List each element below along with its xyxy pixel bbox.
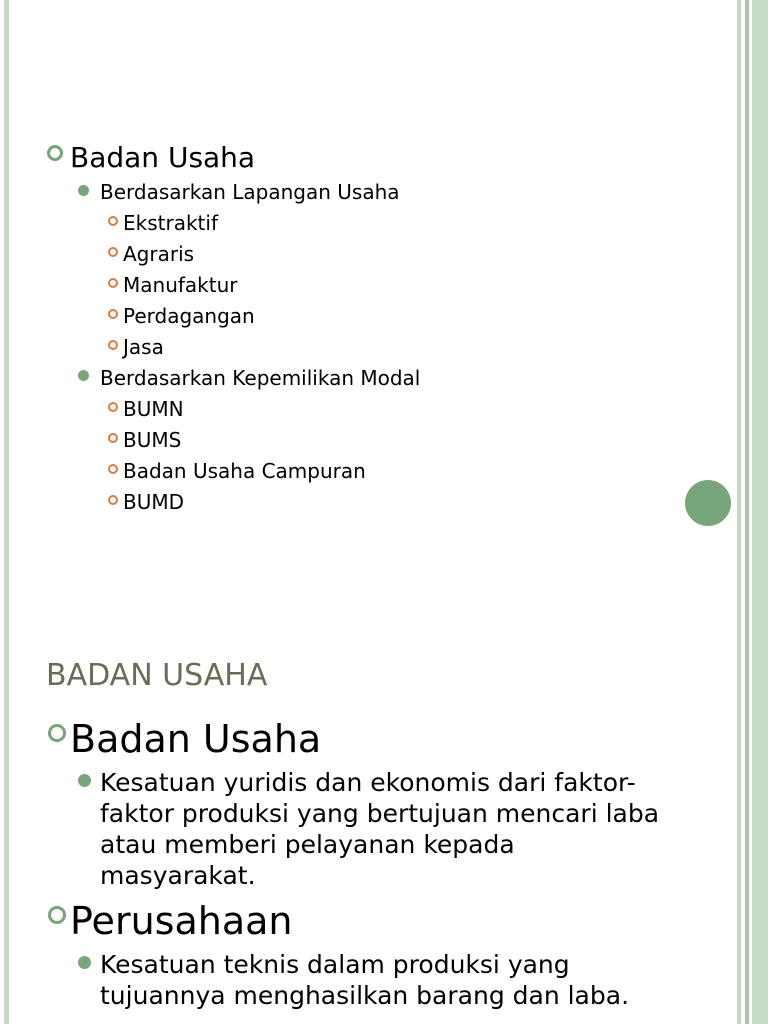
ring-bullet-icon: [48, 724, 66, 742]
ring-bullet-icon: [47, 145, 63, 161]
dot-bullet-icon: [78, 185, 89, 196]
list-item: Perdagangan: [123, 304, 255, 328]
section-text: Kesatuan teknis dalam produksi yang tujuannya menghasilkan barang dan laba.: [100, 950, 630, 1010]
list-item: BUMD: [123, 490, 185, 514]
ring-bullet-icon: [108, 340, 118, 350]
ring-bullet-icon: [108, 309, 118, 319]
ring-bullet-icon: [108, 495, 118, 505]
group-label: Berdasarkan Kepemilikan Modal: [100, 366, 421, 390]
ring-bullet-icon: [108, 464, 118, 474]
list-item: BUMS: [123, 428, 182, 452]
section-heading: Perusahaan: [70, 899, 293, 943]
right-border-stripe: [752, 0, 768, 1024]
right-border-stripe: [737, 0, 741, 1024]
list-item: Agraris: [123, 242, 195, 266]
list-item: Jasa: [123, 335, 164, 359]
ring-bullet-icon: [108, 402, 118, 412]
list-item: Badan Usaha Campuran: [123, 459, 366, 483]
left-border-bar: [4, 0, 9, 1024]
decorative-circle: [685, 480, 731, 526]
ring-bullet-icon: [108, 216, 118, 226]
dot-bullet-icon: [78, 956, 91, 969]
list-item: Manufaktur: [123, 273, 238, 297]
list-item: Ekstraktif: [123, 211, 218, 235]
ring-bullet-icon: [48, 906, 66, 924]
right-border-stripe: [745, 0, 749, 1024]
slide1-heading: Badan Usaha: [70, 141, 256, 174]
section-heading: Badan Usaha: [70, 717, 322, 761]
dot-bullet-icon: [78, 370, 89, 381]
list-item: BUMN: [123, 397, 184, 421]
slide2-title: BADAN USAHA: [46, 658, 268, 693]
ring-bullet-icon: [108, 278, 118, 288]
ring-bullet-icon: [108, 247, 118, 257]
ring-bullet-icon: [108, 433, 118, 443]
section-text: Kesatuan yuridis dan ekonomis dari faktor-faktor produksi yang bertujuan mencari laba atau memberi pelayanan kepada masyarakat.: [100, 768, 660, 890]
dot-bullet-icon: [78, 774, 91, 787]
group-label: Berdasarkan Lapangan Usaha: [100, 180, 400, 204]
